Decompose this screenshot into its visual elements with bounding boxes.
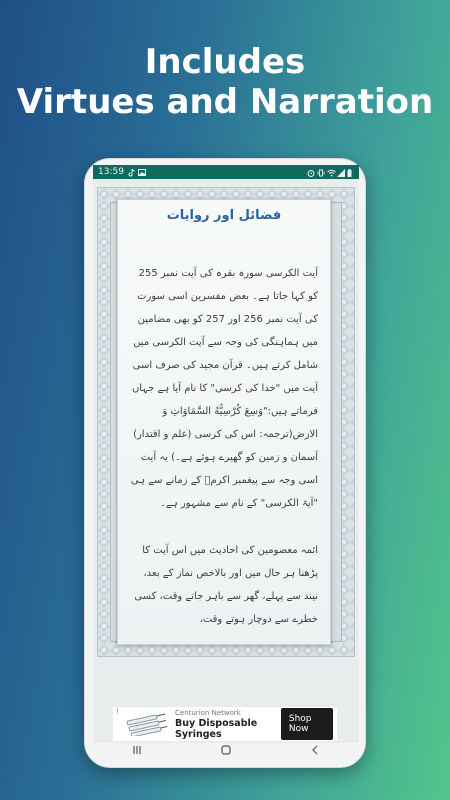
article-title: فضائل اور روایات [166, 208, 282, 223]
status-bar [93, 165, 359, 179]
ad-network: Centurion Network [175, 708, 241, 717]
headline-line-2: Virtues and Narration [16, 82, 434, 122]
ad-text [175, 709, 281, 740]
signal-icon [337, 169, 344, 176]
home-icon[interactable] [219, 744, 233, 756]
article-body [130, 262, 318, 631]
ad-headline: Buy Disposable Syringes [175, 717, 258, 740]
syringe-product-icon [123, 712, 167, 736]
promo-headline [0, 42, 450, 122]
phone-screen [93, 165, 359, 757]
info-icon[interactable]: i [116, 707, 119, 715]
article-card[interactable] [117, 199, 331, 645]
image-icon [138, 169, 145, 176]
article-paragraph-2: ائمہ معصومین کی احادیث میں اس آیت کا پڑھنا ہر حال میں اور بالاخص نماز کے بعد، نیند سے پہلے، گھر سے باہر جاتے وقت، کسی خطرے سے دوچار ہوتے وقت، [134, 545, 318, 625]
back-icon[interactable] [308, 744, 322, 756]
tiktok-icon [128, 169, 135, 176]
alarm-icon [307, 169, 314, 176]
shop-now-button[interactable]: Shop Now [281, 708, 333, 740]
phone-mockup [84, 158, 366, 768]
wifi-icon [327, 169, 334, 176]
ad-banner[interactable] [113, 707, 337, 741]
article-paragraph-1: آیت الکرسی سورہ بقرہ کی آیت نمبر 255 کو کہا جاتا ہے۔ بعض مفسرین اسی سورت کی آیت نمبر 256 اور 257 کو بھی مضامین میں ہماہنگی کی وجہ سے آیت الکرسی میں شامل کرتے ہیں۔ قرآن مجید کی صرف اسی آیت میں "خدا کی کرسی" کا نام آیا ہے جہاں فرماتے ہیں:"وَسِعَ كُرْسِيُّهُ السَّمَاوَاتِ وَ الارض(ترجمہ: اس کی کرسی (علم و اقتدار) آسمان و زمین کو گھیرے ہوئے ہے۔) یہ آیت اسی وجہ سے پیغمبر اکرمؐ کے زمانے سے ہی "آیۃ الکرسی" کے نام سے مشہور ہے۔ [130, 268, 318, 509]
battery-icon [347, 169, 354, 176]
status-time: 13:59 [98, 167, 124, 177]
headline-line-1: Includes [144, 42, 306, 82]
vibrate-icon [317, 169, 324, 176]
recents-icon[interactable] [130, 744, 144, 756]
android-nav-bar [93, 743, 359, 757]
